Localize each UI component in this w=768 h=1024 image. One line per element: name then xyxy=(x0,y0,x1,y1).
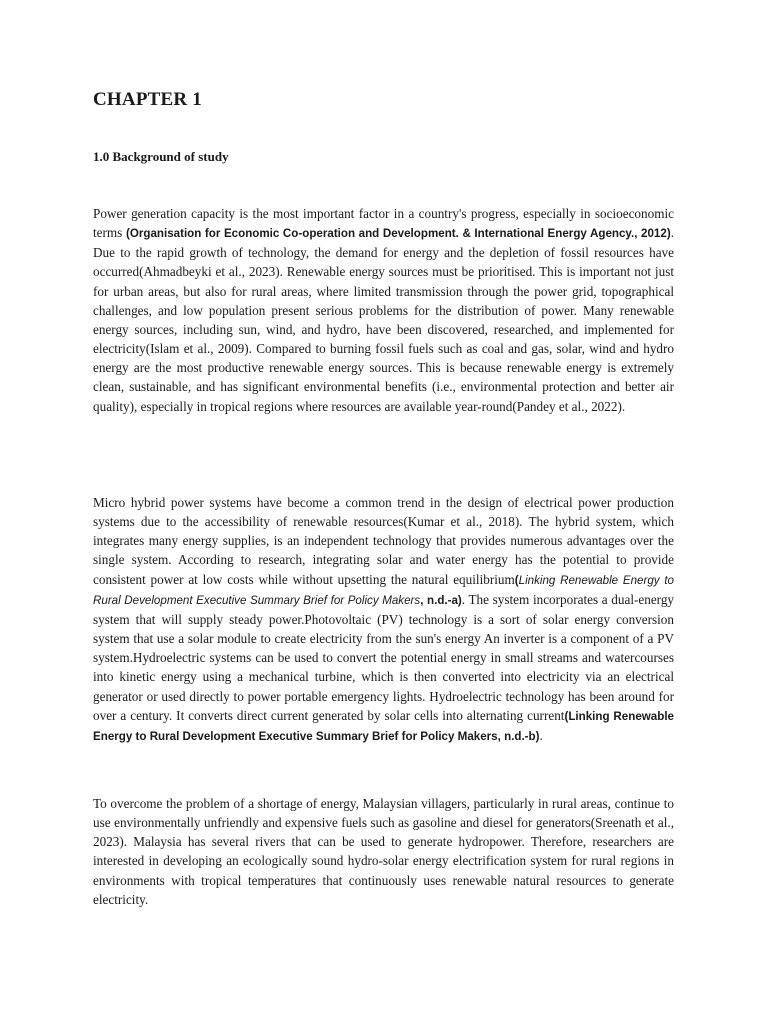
citation-linking-b: (Linking Renewable Energy to Rural Development Executive Summary Brief for Policy Makers, n.d.-b) xyxy=(93,709,674,743)
paragraph-text: Power generation capacity is the most important factor in a country's progress, especially in socioeconomic terms xyxy=(93,206,674,241)
citation-open-paren: ( xyxy=(514,573,519,587)
paragraph-text: . The system incorporates a dual-energy system that will supply steady power.Photovoltaic (PV) technology is a sort of solar energy conversion system that use a solar module to create electricity from the sun's energy An inverter is a component of a PV system.Hydroelectric systems can be used to convert the potential energy in small streams and watercourses into kinetic energy using a mechanical turbine, which is then converted into electricity via an electrical generator or used directly to power portable emergency lights. Hydroelectric technology has been around for over a century. It converts direct current generated by solar cells into alternating current xyxy=(93,591,675,723)
paragraph-text: . Due to the rapid growth of technology, the demand for energy and the depletion of fossil resources have occurred(Ahmadbeyki et al., 2023). Renewable energy sources must be prioritised. This is important not just for urban areas, but also for rural areas, where limited transmission through the power grid, topographical challenges, and low population present serious problems for the distribution of power. Many renewable energy sources, including sun, wind, and hydro, have been discovered, researched, and implemented for electricity(Islam et al., 2009). Compared to burning fossil fuels such as coal and gas, solar, wind and hydro energy are the most productive renewable energy sources. This is because renewable energy is extremely clean, sustainable, and has significant environmental benefits (i.e., environmental protection and better air quality), especially in tropical regions where resources are available year-round(Pandey et al., 2022). xyxy=(93,225,674,414)
section-heading: 1.0 Background of study xyxy=(93,149,229,164)
paragraph-energy-shortage xyxy=(93,794,674,909)
chapter-title: CHAPTER 1 xyxy=(93,89,202,110)
paragraph-text: Micro hybrid power systems have become a common trend in the design of electrical power production systems due to the accessibility of renewable resources(Kumar et al., 2018). The hybrid system, which integrates many energy supplies, is an independent technology that provides numerous advantages over the single system. According to research, integrating solar and water energy has the potential to provide consistent power at low costs while without upsetting the natural equilibrium xyxy=(93,495,674,587)
paragraph-text: . xyxy=(539,727,543,743)
citation-linking-title: Linking Renewable Energy to Rural Development Executive Summary Brief for Policy Makers xyxy=(93,573,674,607)
paragraph-power-generation xyxy=(93,204,674,416)
citation-oecd-iea: (Organisation for Economic Co-operation and Development. & International Energy Agency., 2012) xyxy=(125,227,671,241)
paragraph-micro-hybrid xyxy=(93,493,674,746)
paragraph-text: To overcome the problem of a shortage of energy, Malaysian villagers, particularly in rural areas, continue to use environmentally unfriendly and expensive fuels such as gasoline and diesel for generators(Sreenath et al., 2023). Malaysia has several rivers that can be used to generate hydropower. Therefore, researchers are interested in developing an ecologically sound hydro-solar energy electrification system for rural regions in environments with tropical temperatures that continuously uses renewable natural resources to generate electricity. xyxy=(93,796,674,907)
citation-linking-date-a: , n.d.-a) xyxy=(420,593,462,607)
